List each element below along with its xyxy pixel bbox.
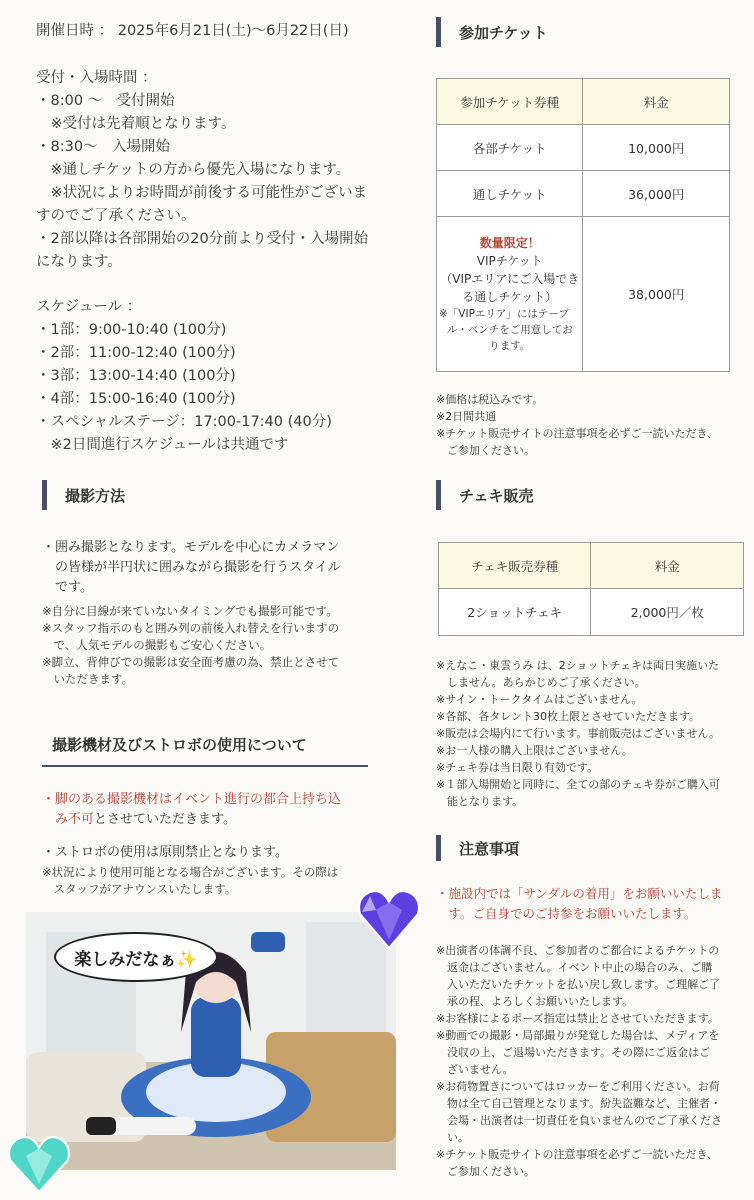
cheki-type-header: チェキ販売券種 [439,543,591,589]
strobe-notes: ※状況により使用可能となる場合がございます。その際は スタッフがアナウンスいたします。 [42,865,339,896]
cheki-heading: チェキ販売 [436,480,534,510]
ticket-heading: 参加チケット [436,17,548,47]
caution-heading: 注意事項 [436,835,519,861]
equipment-rules: ・脚のある撮影機材はイベント進行の都合上持ち込 み不可とさせていただきます。 [42,790,341,830]
speech-bubble: 楽しみだなぁ✨ [54,932,218,982]
ticket-table [436,78,730,372]
shooting-notes: ※自分に目線が来ていないタイミングでも撮影可能です。 ※スタッフ指示のもと囲み列の前後入れ替えを行いますの で、人気モデルの撮影もご安心ください。 ※脚立、背伸びでの撮影は安全面考慮の為、禁止とさせて いただきます。 [42,604,340,686]
cheki-notes: ※えなこ・東雲うみ は、2ショットチェキは両日実施いた しません。あらかじめご了承ください。 ※サイン・トークタイムはございません。 ※各部、各タレント30枚上限とさせていただきます。 ※販売は会場内にて行います。事前販売はございません。 ※お一人様の購入上限はございません。 ※チェキ券は当日限り有効です。 ※１部入場開始と同時に、全ての部のチェキ券がご購入可 能となります。 [436,659,720,808]
table-row: 各部チケット 10,000円 [437,125,730,171]
heart-gem-teal-icon [4,1130,74,1196]
table-row: 数量限定！ VIPチケット （VIPエリアにご入場でき る通しチケット） ※「VIPエリア」にはテーブ ル・ベンチをご用意してお ります。 38,000円 [437,217,730,372]
caution-red-notice: ・施設内では「サンダルの着用」をお願いいたしま す。ご自身でのご持参をお願いいたします。 [436,886,723,921]
equipment-heading: 撮影機材及びストロボの使用について [42,734,368,767]
price-header: 料金 [583,79,730,125]
caution-notes: ※出演者の体調不良、ご参加者のご都合によるチケットの 返金はございません。イベント中止の場合のみ、ご購 入いただいたチケットを払い戻し致します。ご理解ご了 承の程、よろしくお願いいたします。 ※お客様によるポーズ指定は禁止とさせていただきます。 ※動画での撮影・局部撮りが発覚した場合は、メディアを 没収の上、ご退場いただきます。その際にご返金はご ざいません。 ※お荷物置きについてはロッカーをご利用ください。お荷 物は全て自己管理となります。紛失盗難など、主催者・ 会場・出演者は一切責任を負いませんのでご了承くださ い。 ※チケット販売サイトの注意事項を必ずご一読いただき、 ご参加ください。 [436,944,722,1178]
event-date: 開催日時 ： 2025年6月21日(土)〜6月22日(日) [36,23,349,39]
reception-info: 受付・入場時間 ： ・8:00 〜 受付開始 ※受付は先着順となります。 ・8:30〜 入場開始 ※通しチケットの方から優先入場になります。 ※状況によりお時間が前後する可能性がございま すのでご了承ください。 ・2部以降は各部開始の20分前より受付・入場開始 になります。 [36,70,369,270]
price-header: 料金 [591,543,744,589]
ticket-notes: ※価格は税込みです。 ※2日間共通 ※チケット販売サイトの注意事項を必ずご一読いただき、 ご参加ください。 [436,393,719,457]
shooting-bullets: ・囲み撮影となります。モデルを中心にカメラマン の皆様が半円状に囲みながら撮影を行うスタイル です。 [42,540,341,595]
schedule-info: スケジュール ： ・1部：9:00-10:40 (100分) ・2部：11:00-12:40 (100分) ・3部：13:00-14:40 (100分) ・4部：15:00-16:40 (100分) ・スペシャルステージ：17:00-17:40 (40分) ※2日間進行スケジュールは共通です [36,299,332,453]
table-row: 通しチケット 36,000円 [437,171,730,217]
table-header-row [439,543,744,589]
cheki-table [438,542,744,636]
heading-bar [436,17,441,47]
heading-bar [436,835,441,861]
shooting-heading: 撮影方法 [42,480,125,510]
table-row: 2ショットチェキ 2,000円／枚 [439,589,744,636]
heading-bar [42,480,47,510]
ticket-type-header: 参加チケット券種 [437,79,583,125]
strobe-rule: ・ストロボの使用は原則禁止となります。 [42,845,288,860]
table-header-row [437,79,730,125]
heading-bar [436,480,441,510]
equipment-rule-line2: み不可とさせていただきます。 [42,812,236,827]
heart-gem-purple-icon [354,884,424,954]
vip-cell: 数量限定！ VIPチケット （VIPエリアにご入場でき る通しチケット） ※「VIPエリア」にはテーブ ル・ベンチをご用意してお ります。 [437,217,583,372]
